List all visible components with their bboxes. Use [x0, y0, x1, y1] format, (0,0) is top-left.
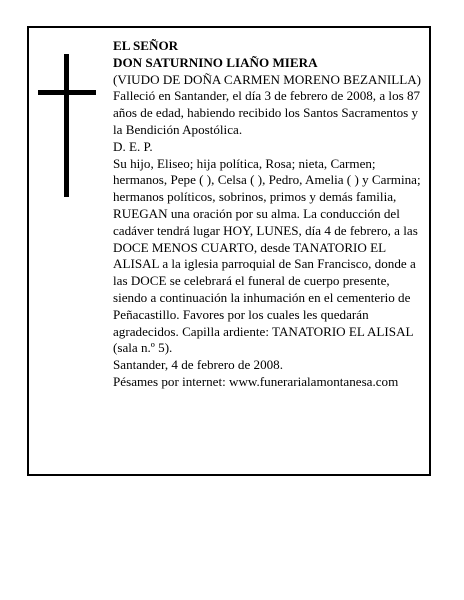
funeral-request: RUEGAN una oración por su alma. La conducción del cadáver tendrá lugar HOY, LUNES, día 4 de febrero, a las DOCE MENOS CUARTO, desde TANATORIO EL ALISAL a la iglesia parroquial de San Francisco, donde a las DOCE se celebrará el funeral de cuerpo presente, siendo a continuación la inhumación en el cementerio de Peñacastillo. Favores por los cuales les quedarán agradecidos. Capilla ardiente: TANATORIO EL ALISAL (sala n.º 5).	[113, 205, 418, 356]
family-list: Su hijo, Eliseo; hija política, Rosa; nieta, Carmen; hermanos, Pepe ( ), Celsa ( ), Pedro, Amelia ( ) y Carmina; hermanos políticos, sobrinos, primos y demás familia,	[113, 155, 421, 205]
heading-title: EL SEÑOR	[113, 38, 179, 53]
cross-icon	[38, 54, 96, 197]
widower-note: (VIUDO DE DOÑA CARMEN MORENO BEZANILLA)	[113, 71, 422, 87]
death-details: Falleció en Santander, el día 3 de febrero de 2008, a los 87 años de edad, habiendo recibido los Santos Sacramentos y la Bendición Apostólica.	[113, 88, 421, 137]
condolences-line: Pésames por internet: www.funerarialamontanesa.com	[113, 373, 399, 389]
deceased-name: DON SATURNINO LIAÑO MIERA	[113, 54, 318, 70]
notice-body	[113, 38, 425, 391]
date-place: Santander, 4 de febrero de 2008.	[113, 357, 283, 373]
dep-text: D. E. P.	[113, 138, 153, 154]
